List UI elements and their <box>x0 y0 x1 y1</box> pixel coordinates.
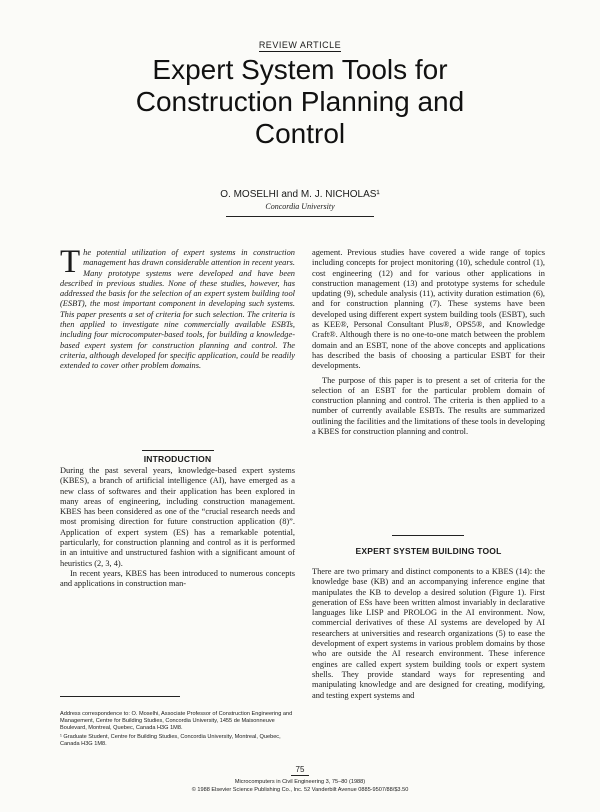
paragraph: There are two primary and distinct components to a KBES (14): the knowledge base (KB) and an accompanying inference engine that manipulates the KB to develop a desired solution (Figure 1). First generation of ESs have been written almost invariably in declarative languages like LISP and PROLOG in the AI environment. Now, commercial derivatives of these AI systems are developed by AI researchers at universities and research organizations (5) to ease the development of expert systems in various problem domains by those who are outside the AI research environment. These inference engines are called expert system building tools or expert system shells. They provide standard ways for representing and manipulating knowledge and are designed for creating, modifying, and testing expert systems and <box>312 567 545 700</box>
title-divider <box>226 216 374 217</box>
esbt-rule <box>392 535 464 536</box>
introduction-body <box>60 466 295 590</box>
authors: O. MOSELHI and M. J. NICHOLAS¹ <box>220 189 380 200</box>
footnote: Address correspondence to: O. Moselhi, Associate Professor of Construction Engineering and Management, Centre for Building Studies, Concordia University, 1455 de Maisonneuve Boulevard, Montreal, Quebec, Canada H3G 1M8. <box>60 711 293 731</box>
paragraph: The purpose of this paper is to present a set of criteria for the selection of an ESBT for the particular problem domain of construction planning and control. The criteria is then applied to a number of currently available ESBTs. The results are summarized outlining the facilities and the limitations of these tools in developing a KBES for construction planning and control. <box>312 375 545 437</box>
abstract <box>60 244 295 372</box>
journal-citation: Microcomputers in Civil Engineering 3, 75–80 (1988) <box>234 779 366 785</box>
page-number-rule <box>291 775 309 776</box>
drop-cap: T <box>60 244 81 280</box>
abstract-text: he potential utilization of expert systems in construction management has drawn considerable attention in recent years. Many prototype systems were developed and have been described in previous studies. None of these studies, however, has addressed the basis for the selection of an expert system building tool (ESBT), the most important component in developing such systems. This paper presents a set of criteria for such selection. The criteria is then applied to investigate nine commercially available ESBTs, including four microcomputer-based tools, for building a knowledge-based expert system for construction planning and control. The criteria, although developed for specific application, could be readily extended to cover other problem domains. <box>60 248 295 371</box>
introduction-heading: INTRODUCTION <box>143 454 212 464</box>
paragraph: In recent years, KBES has been introduced to numerous concepts and applications in construction man- <box>60 568 295 589</box>
page-number: 75 <box>295 765 305 774</box>
footnotes <box>60 711 295 750</box>
esbt-heading: EXPERT SYSTEM BUILDING TOOL <box>355 546 502 556</box>
article-title: Expert System Tools for Construction Planning and Control <box>135 54 465 149</box>
section-label: REVIEW ARTICLE <box>258 40 342 50</box>
esbt-body <box>312 567 545 701</box>
affiliation: Concordia University <box>265 202 335 211</box>
footnote-rule <box>60 696 180 697</box>
copyright-line: © 1988 Elsevier Science Publishing Co., Inc. 52 Vanderbilt Avenue 0885-9507/88/$3.50 <box>191 787 409 793</box>
paragraph: agement. Previous studies have covered a wide range of topics including concepts for project monitoring (10), schedule control (1), cost engineering (12) and for various other applications in construction management (13) and prototype systems for schedule updating (9), schedule analysis (11), activity duration estimation (6), and for construction planning (7). These systems have been developed using different expert system building tools (ESBT), such as KEE®, Personal Consultant Plus®, OPS5®, and Knowledge Craft®. Although there is no one-to-one match between the problem domain and an ESBT, none of the above concepts and applications has described the basis of choosing a particular ESBT for their developments. <box>312 248 545 371</box>
footnote: ¹ Graduate Student, Centre for Building Studies, Concordia University, Montreal, Quebec, Canada H3G 1M8. <box>60 734 281 747</box>
paragraph: During the past several years, knowledge-based expert systems (KBES), a branch of artificial intelligence (AI), have emerged as a new class of softwares and their application has been explored in many areas of engineering, including construction management. KBES has been considered as one of the “crucial research needs and most promising direction for future construction application (8)”. Application of expert system (ES) has a remarkable potential, particularly, for construction planning and control as it is performed in an intuitive and unstructured fashion with a significant amount of heuristics (2, 3, 4). <box>60 466 295 568</box>
right-column-text <box>312 248 545 437</box>
intro-rule <box>142 450 214 451</box>
